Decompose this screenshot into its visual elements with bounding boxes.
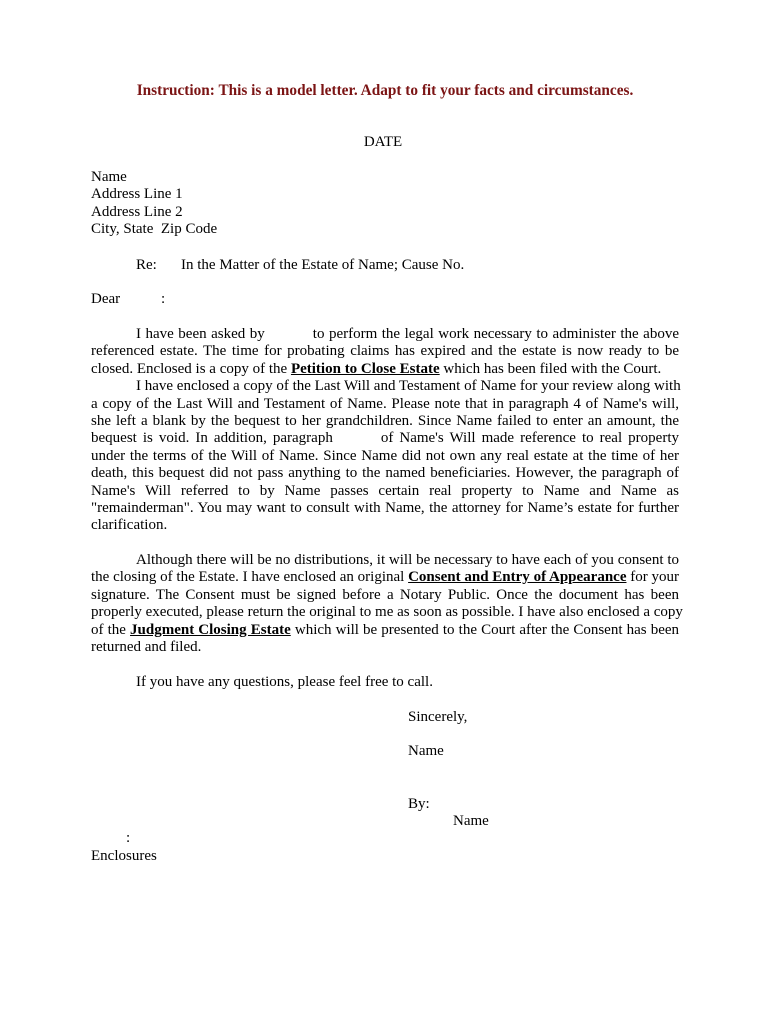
text-segment: which will be presented to the Court after the Consent has been	[294, 621, 680, 638]
paragraph-line: under the terms of the Will of Name. Since Name did not own any real estate at the time of her	[91, 447, 679, 464]
consent-and-entry-of-appearance-link[interactable]: Consent and Entry of Appearance	[408, 569, 627, 586]
paragraph-line: "remainderman". You may want to consult with Name, the attorney for Name’s estate for further	[91, 499, 679, 516]
recipient-address-line-1: Address Line 1	[91, 186, 183, 203]
recipient-address-line-2: Address Line 2	[91, 203, 183, 220]
judgment-closing-estate-link[interactable]: Judgment Closing Estate	[130, 621, 291, 638]
enclosures-label: Enclosures	[91, 848, 157, 864]
salutation-colon: :	[161, 291, 166, 307]
text-segment: bequest is void. In addition, paragraph	[91, 430, 333, 447]
paragraph-line: death, this bequest did not pass anything to the named beneficiaries. However, the paragraph of	[91, 465, 679, 482]
paragraph-line	[91, 622, 679, 639]
text-segment: for your	[630, 569, 679, 586]
paragraph-line: Although there will be no distributions, it will be necessary to have each of you consent to	[136, 552, 679, 568]
paragraph-line: properly executed, please return the original to me as soon as possible. I have also enclosed a copy	[91, 604, 683, 621]
paragraph-line: signature. The Consent must be signed before a Notary Public. Once the document has been	[91, 586, 679, 603]
paragraph-line	[91, 569, 679, 586]
body-paragraph-4: If you have any questions, please feel free to call.	[136, 674, 433, 690]
closing-by-label: By:	[408, 796, 430, 812]
petition-to-close-estate-link[interactable]: Petition to Close Estate	[290, 360, 440, 377]
closing-by-name: Name	[453, 813, 489, 829]
text-segment: which has been filed with the Court.	[443, 360, 662, 377]
paragraph-line: returned and filed.	[91, 638, 202, 655]
paragraph-line: she left a blank by the bequest to her grandchildren. Since Name failed to enter an amount, the	[91, 412, 679, 429]
text-segment: the closing of the Estate. I have enclosed an original	[91, 569, 405, 586]
text-segment: of Name's Will made reference to real property	[380, 430, 679, 447]
paragraph-line: referenced estate. The time for probating claims has expired and the estate is now ready to be	[91, 343, 679, 360]
text-segment: closed. Enclosed is a copy of the	[91, 360, 288, 377]
closing-sincerely: Sincerely,	[408, 709, 468, 725]
paragraph-line: clarification.	[91, 517, 168, 534]
paragraph-line: I have enclosed a copy of the Last Will and Testament of Name for your review along with	[136, 378, 681, 395]
re-subject: In the Matter of the Estate of Name; Cause No.	[181, 257, 465, 273]
paragraph-line	[91, 361, 679, 378]
recipient-city-state-zip: City, State Zip Code	[91, 221, 218, 238]
recipient-address	[91, 169, 217, 239]
letter-date: DATE	[363, 134, 403, 150]
paragraph-line: Name's Will referred to by Name passes certain real property to Name and Name as	[91, 482, 679, 499]
typist-initials-colon: :	[126, 830, 131, 846]
paragraph-line: a copy of the Last Will and Testament of Name. Please note that in paragraph 4 of Name's will,	[91, 395, 679, 412]
re-label: Re:	[136, 257, 157, 273]
body-paragraph-1	[91, 326, 679, 535]
recipient-name: Name	[91, 169, 127, 185]
paragraph-line	[91, 430, 679, 447]
text-segment: to perform the legal work necessary to administer the above	[312, 326, 679, 342]
text-segment: of the	[91, 621, 126, 638]
salutation-dear: Dear	[91, 291, 121, 307]
instruction-note: Instruction: This is a model letter. Adapt to fit your facts and circumstances.	[136, 82, 634, 99]
text-segment: I have been asked by	[136, 326, 265, 342]
paragraph-line	[91, 326, 679, 343]
body-paragraph-3	[91, 552, 683, 656]
closing-signer-name: Name	[408, 743, 444, 759]
salutation	[91, 291, 166, 308]
